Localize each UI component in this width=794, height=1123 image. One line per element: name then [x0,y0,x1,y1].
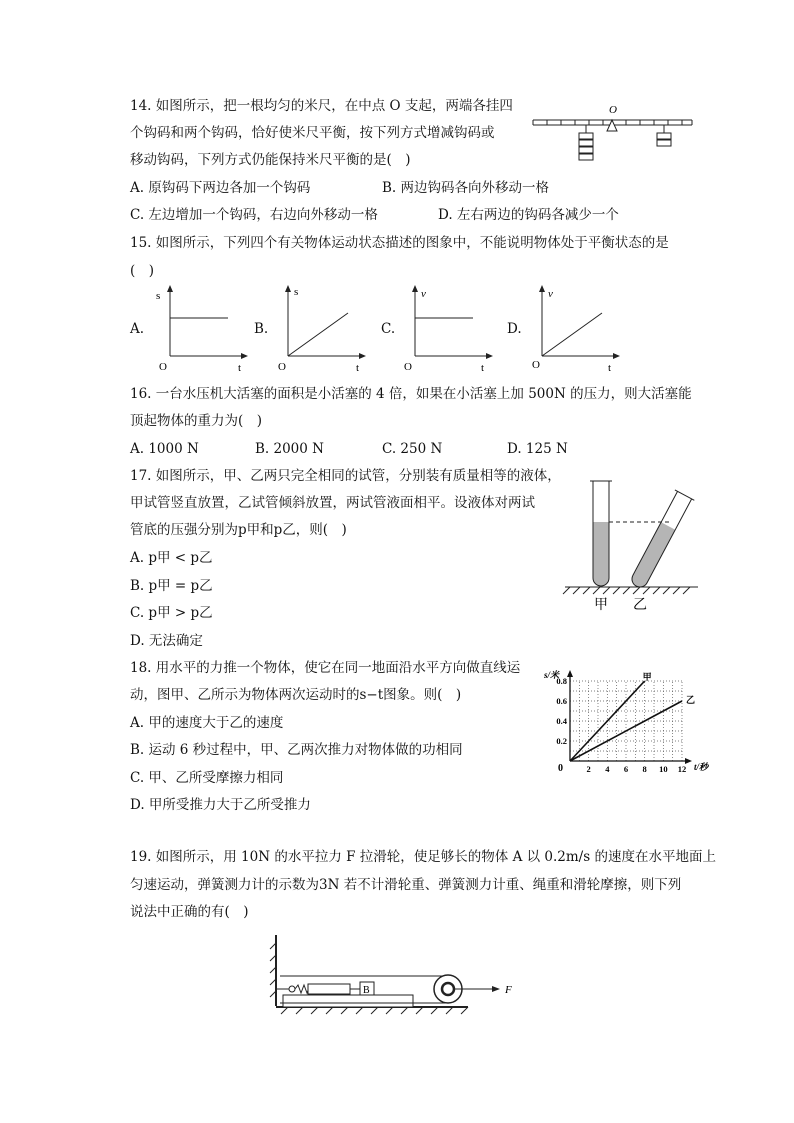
q14-option-d: D. 左右两边的钩码各减少一个 [438,207,619,223]
svg-text:O: O [278,361,286,373]
y-tick-label: 0.6 [556,696,567,706]
block-a [283,995,413,1007]
q18-option-c: C. 甲、乙所受摩擦力相同 [130,770,284,786]
x-tick-label: 12 [677,764,687,774]
svg-text:O: O [404,361,412,373]
spring-scale [308,984,350,994]
q14-option-b: B. 两边钩码各向外移动一格 [382,180,550,196]
q15-line2: ( ) [130,263,155,279]
q16-option-c: C. 250 N [382,441,443,457]
st-chart [540,668,709,778]
q18-option-d: D. 甲所受推力大于乙所受推力 [130,797,311,813]
graph-b [268,283,368,373]
graph-a-letter: A. [130,321,145,337]
svg-text:t: t [481,362,485,374]
svg-text:v: v [421,288,426,300]
label-yi: 乙 [633,598,647,613]
graph-c [395,283,495,373]
graph-d-line [542,313,602,356]
y-tick-label: 0.2 [556,736,567,746]
x-tick-label: 10 [659,764,668,774]
q14-option-c: C. 左边增加一个钩码，右边向外移动一格 [130,207,378,223]
q18-option-b: B. 运动 6 秒过程中，甲、乙两次推力对物体做的功相同 [130,742,463,758]
left-hook-weights [579,125,593,160]
pulley-figure [268,933,528,1021]
q16-option-d: D. 125 N [507,441,568,457]
q16-line1: 16. 一台水压机大活塞的面积是小活塞的 4 倍，如果在小活塞上加 500N 的压力，则大活塞能 [130,386,692,402]
y-tick-label: 0.8 [556,676,567,686]
svg-text:s: s [294,286,299,298]
fulcrum-label-o: O [609,104,617,116]
q17-option-d: D. 无法确定 [130,633,203,649]
series-label-jia: 甲 [642,672,652,682]
label-b: B [363,985,370,996]
x-tick-label: 2 [586,764,591,774]
svg-text:O: O [159,361,167,373]
q17-option-b: B. p甲 = p乙 [130,578,213,594]
svg-text:O: O [532,359,540,371]
svg-text:t: t [356,362,360,374]
graph-d-letter: D. [507,321,522,337]
graph-c-letter: C. [381,321,396,337]
label-f: F [505,984,512,996]
graph-d [522,283,622,373]
y-tick-label: 0.4 [556,716,567,726]
x-axis-label: t/秒 [694,762,709,772]
q17-option-c: C. p甲 > p乙 [130,605,213,621]
q19-line3: 说法中正确的有( ) [130,904,249,920]
q18-line1: 18. 用水平的力推一个物体，使它在同一地面沿水平方向做直线运 [130,660,521,676]
q14-option-a: A. 原钩码下两边各加一个钩码 [130,180,311,196]
svg-text:v: v [548,288,553,300]
graph-b-letter: B. [254,321,269,337]
q14-line1: 14. 如图所示，把一根均匀的米尺，在中点 O 支起，两端各挂四 [130,98,513,114]
test-tubes-figure [560,475,700,615]
x-tick-label: 6 [623,764,629,774]
graph-b-line [288,313,348,356]
q14-line2: 个钩码和两个钩码，恰好使米尺平衡，按下列方式增减钩码或 [130,125,495,141]
svg-text:t: t [608,362,612,374]
q17-line1: 17. 如图所示，甲、乙两只完全相同的试管，分别装有质量相等的液体， [130,468,561,484]
q19-line1: 19. 如图所示，用 10N 的水平拉力 F 拉滑轮，使足够长的物体 A 以 0.2m/s 的速度在水平地面上 [130,849,716,865]
svg-text:s: s [156,290,161,302]
q17-line3: 管底的压强分别为p甲和p乙，则( ) [130,522,347,538]
q16-option-a: A. 1000 N [130,441,199,457]
meter-stick-figure [530,100,695,170]
y-axis-arrow [567,670,573,677]
x-tick-label: 8 [642,764,647,774]
tube-jia [590,481,612,586]
x-tick-label: 4 [605,764,610,774]
graph-a [150,283,250,373]
q18-option-a: A. 甲的速度大于乙的速度 [130,715,284,731]
q15-line1: 15. 如图所示，下列四个有关物体运动状态描述的图象中，不能说明物体处于平衡状态的是 [130,235,669,251]
q16-option-b: B. 2000 N [255,441,324,457]
q17-option-a: A. p甲 < p乙 [130,550,213,566]
label-jia: 甲 [594,598,608,613]
q17-line2: 甲试管竖直放置，乙试管倾斜放置，两试管液面相平。设液体对两试 [130,495,535,511]
right-hook-weights [657,125,671,146]
y-axis-label: s/米 [544,670,560,680]
origin-label: 0 [558,763,563,774]
tube-yi [627,490,695,591]
q14-line3: 移动钩码，下列方式仍能保持米尺平衡的是( ) [130,152,411,168]
q18-line2: 动，图甲、乙所示为物体两次运动时的s−t图象。则( ) [130,687,462,703]
force-arrow [492,986,500,992]
q19-line2: 匀速运动，弹簧测力计的示数为3N 若不计滑轮重、弹簧测力计重、绳重和滑轮摩擦，则下列 [130,877,682,893]
svg-text:t: t [238,362,242,374]
q16-line2: 顶起物体的重力为( ) [130,413,263,429]
series-label-yi: 乙 [686,695,696,705]
